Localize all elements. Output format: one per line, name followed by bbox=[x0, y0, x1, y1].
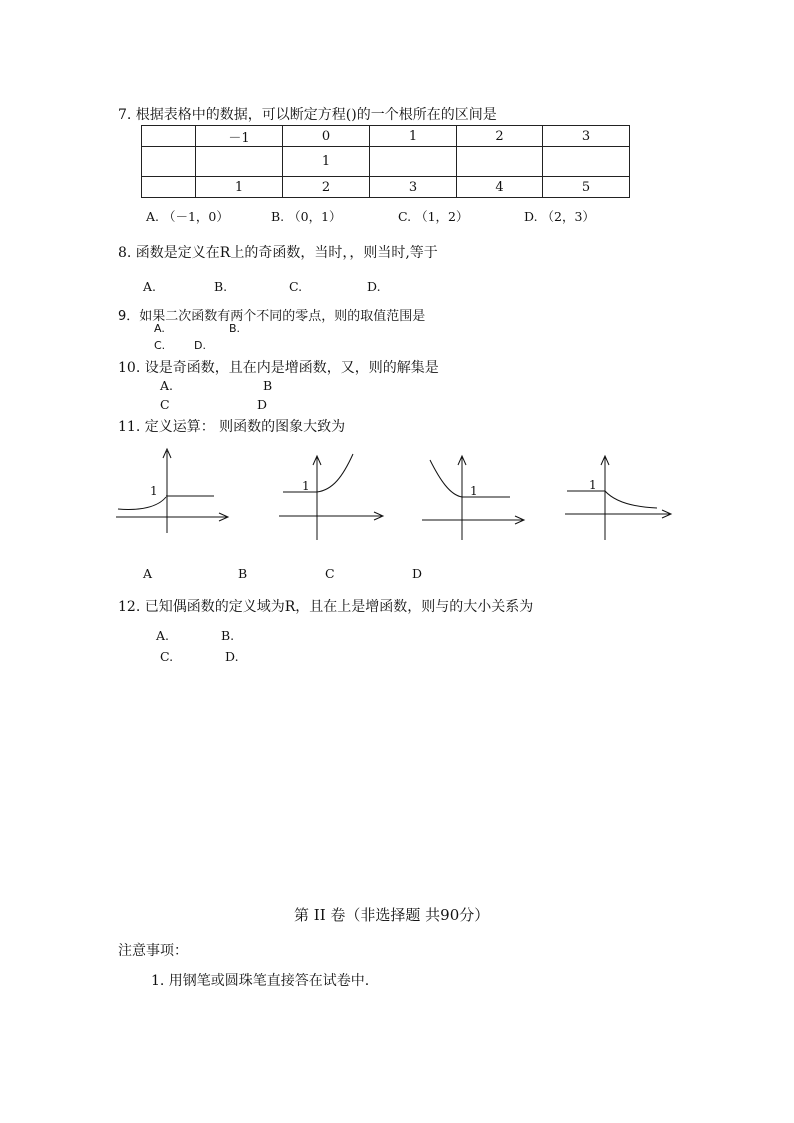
q11-graph-c bbox=[420, 450, 530, 542]
table-cell bbox=[142, 177, 196, 198]
q12-option-d: D. bbox=[225, 649, 239, 664]
q8-option-d: D. bbox=[367, 279, 381, 294]
graph-label-one: 1 bbox=[302, 479, 310, 493]
q11-option-b: B bbox=[238, 566, 248, 581]
table-cell bbox=[457, 147, 543, 177]
graph-label-one: 1 bbox=[589, 478, 597, 492]
q7-option-c: C. （1，2） bbox=[398, 209, 469, 224]
table-cell: －1 bbox=[196, 126, 283, 147]
graph-label-one: 1 bbox=[150, 484, 158, 498]
graph-label-one: 1 bbox=[470, 484, 478, 498]
q8-stem: 8. 函数是定义在R上的奇函数，当时，，则当时,等于 bbox=[118, 245, 438, 261]
q9-option-d: D. bbox=[194, 339, 206, 352]
table-cell bbox=[142, 147, 196, 177]
q7-option-d: D. （2，3） bbox=[524, 209, 595, 224]
q8-option-c: C. bbox=[289, 279, 303, 294]
table-cell: 3 bbox=[370, 177, 457, 198]
q10-option-a: A. bbox=[160, 378, 174, 393]
table-cell: 2 bbox=[283, 177, 370, 198]
table-cell: 1 bbox=[283, 147, 370, 177]
table-cell: 5 bbox=[543, 177, 630, 198]
table-cell: 4 bbox=[457, 177, 543, 198]
table-cell: 3 bbox=[543, 126, 630, 147]
q11-stem: 11. 定义运算： 则函数的图象大致为 bbox=[118, 419, 346, 435]
table-cell bbox=[142, 126, 196, 147]
table-cell: 1 bbox=[196, 177, 283, 198]
q12-option-b: B. bbox=[221, 628, 235, 643]
notice-item: 1. 用钢笔或圆珠笔直接答在试卷中. bbox=[151, 973, 370, 989]
q10-option-d: D bbox=[257, 397, 268, 412]
q7-value-table bbox=[141, 125, 630, 198]
q10-stem: 10. 设是奇函数，且在内是增函数，又，则的解集是 bbox=[118, 360, 439, 376]
q9-option-b: B. bbox=[229, 322, 241, 335]
table-cell: 1 bbox=[370, 126, 457, 147]
table-cell: 2 bbox=[457, 126, 543, 147]
q12-option-c: C. bbox=[160, 649, 174, 664]
q10-option-c: C bbox=[160, 397, 170, 412]
q10-option-b: B bbox=[263, 378, 273, 393]
q11-graph-d bbox=[563, 450, 675, 542]
q11-option-a: A bbox=[143, 566, 153, 581]
q11-option-d: D bbox=[412, 566, 423, 581]
table-cell bbox=[196, 147, 283, 177]
q9-option-a: A. bbox=[154, 322, 165, 335]
q11-option-c: C bbox=[325, 566, 335, 581]
q8-option-a: A. bbox=[143, 279, 157, 294]
q9-option-c: C. bbox=[154, 339, 166, 352]
q12-option-a: A. bbox=[156, 628, 170, 643]
notice-heading: 注意事项： bbox=[118, 943, 188, 959]
table-cell: 0 bbox=[283, 126, 370, 147]
q7-stem: 7. 根据表格中的数据，可以断定方程()的一个根所在的区间是 bbox=[118, 107, 497, 123]
q7-option-a: A. （－1，0） bbox=[146, 209, 229, 224]
q11-graph-b bbox=[275, 450, 390, 542]
q8-option-b: B. bbox=[214, 279, 228, 294]
table-cell bbox=[543, 147, 630, 177]
q9-stem: 9．如果二次函数有两个不同的零点，则的取值范围是 bbox=[118, 309, 426, 324]
q7-option-b: B. （0，1） bbox=[271, 209, 342, 224]
table-cell bbox=[370, 147, 457, 177]
part2-title: 第 II 卷（非选择题 共90分） bbox=[294, 906, 490, 924]
q12-stem: 12. 已知偶函数的定义域为R，且在上是增函数，则与的大小关系为 bbox=[118, 599, 534, 615]
q11-graph-a bbox=[110, 445, 235, 535]
